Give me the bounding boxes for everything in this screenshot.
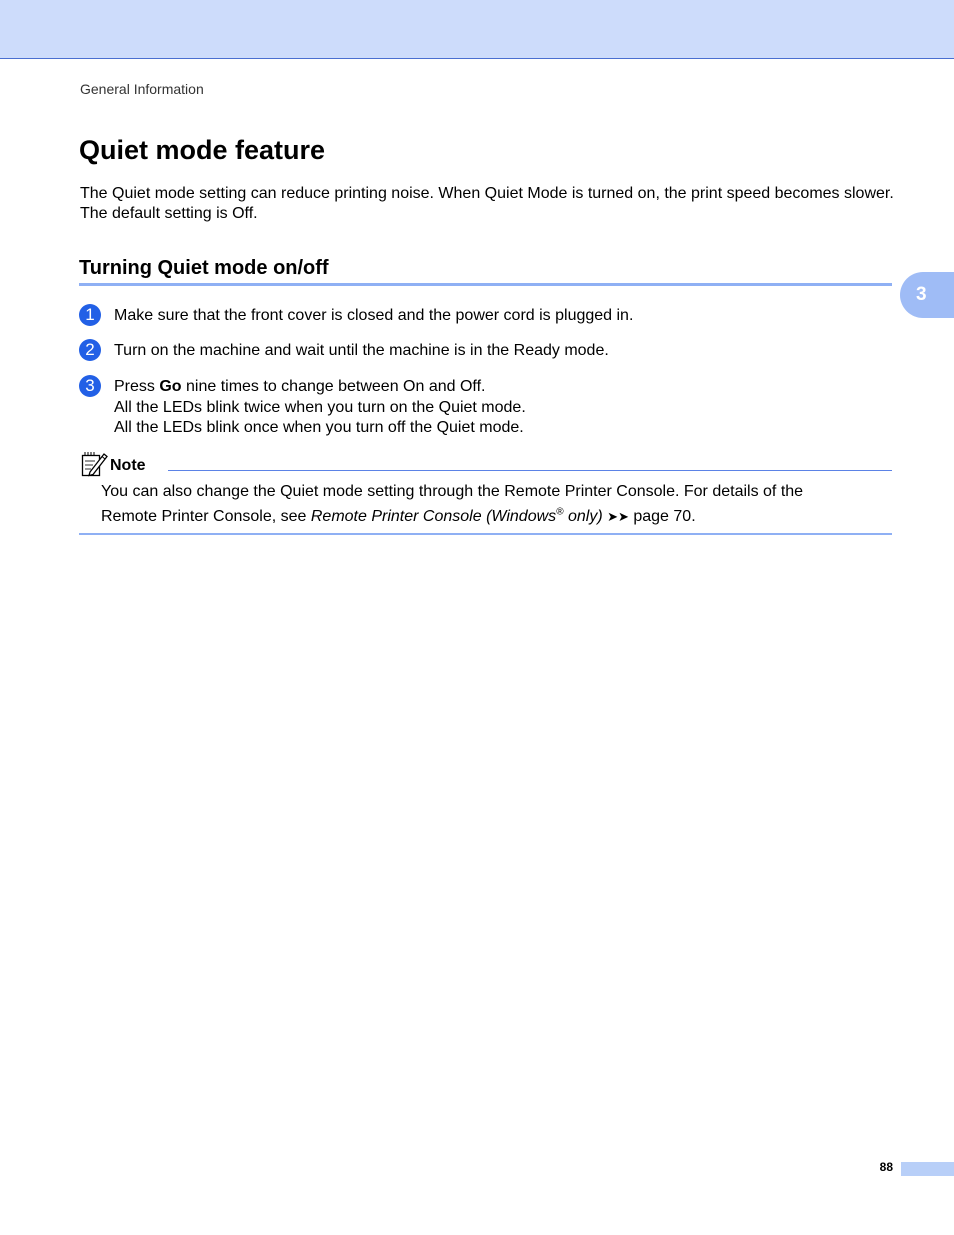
link-text: only) xyxy=(563,508,603,525)
double-arrow-icon: ➤➤ xyxy=(607,509,629,524)
note-body xyxy=(101,479,891,529)
note-line: You can also change the Quiet mode setting through the Remote Printer Console. For details of the xyxy=(101,483,804,500)
step-line xyxy=(114,377,526,398)
step-line: Make sure that the front cover is closed and the power cord is plugged in. xyxy=(114,307,634,324)
step-text xyxy=(114,341,609,362)
note-label: Note xyxy=(110,457,146,474)
note-top-divider xyxy=(168,470,892,471)
step-text-before: Press xyxy=(114,378,160,395)
step-line: All the LEDs blink once when you turn off the Quiet mode. xyxy=(114,419,524,436)
header-band xyxy=(0,0,954,59)
note-line xyxy=(101,504,891,529)
chapter-tab[interactable]: 3 xyxy=(900,272,954,318)
go-button-label: Go xyxy=(159,378,182,395)
page-number: 88 xyxy=(879,1160,893,1174)
section-heading: Turning Quiet mode on/off xyxy=(79,257,329,279)
link-text: Remote Printer Console (Windows xyxy=(310,508,557,525)
section-divider xyxy=(79,283,892,286)
breadcrumb: General Information xyxy=(80,81,204,97)
step-text-after: nine times to change between On and Off. xyxy=(181,378,486,395)
page-number-bar xyxy=(901,1162,954,1176)
note-text: Remote Printer Console, see xyxy=(101,508,311,525)
registered-mark: ® xyxy=(556,506,564,518)
note-bottom-divider xyxy=(79,533,892,535)
step-number-badge: 2 xyxy=(79,339,101,361)
step-line: All the LEDs blink twice when you turn on the Quiet mode. xyxy=(114,398,526,416)
step-text xyxy=(114,377,526,439)
intro-paragraph: The Quiet mode setting can reduce printing noise. When Quiet Mode is turned on, the print speed becomes slower. The default setting is Off. xyxy=(80,185,894,222)
note-pencil-icon xyxy=(80,450,108,478)
step-text xyxy=(114,306,633,327)
page-title: Quiet mode feature xyxy=(79,135,326,165)
page-reference: page 70. xyxy=(628,508,696,525)
cross-reference-link[interactable] xyxy=(311,508,603,525)
step-number-badge: 1 xyxy=(79,304,101,326)
step-line: Turn on the machine and wait until the machine is in the Ready mode. xyxy=(114,342,609,359)
step-number-badge: 3 xyxy=(79,375,101,397)
